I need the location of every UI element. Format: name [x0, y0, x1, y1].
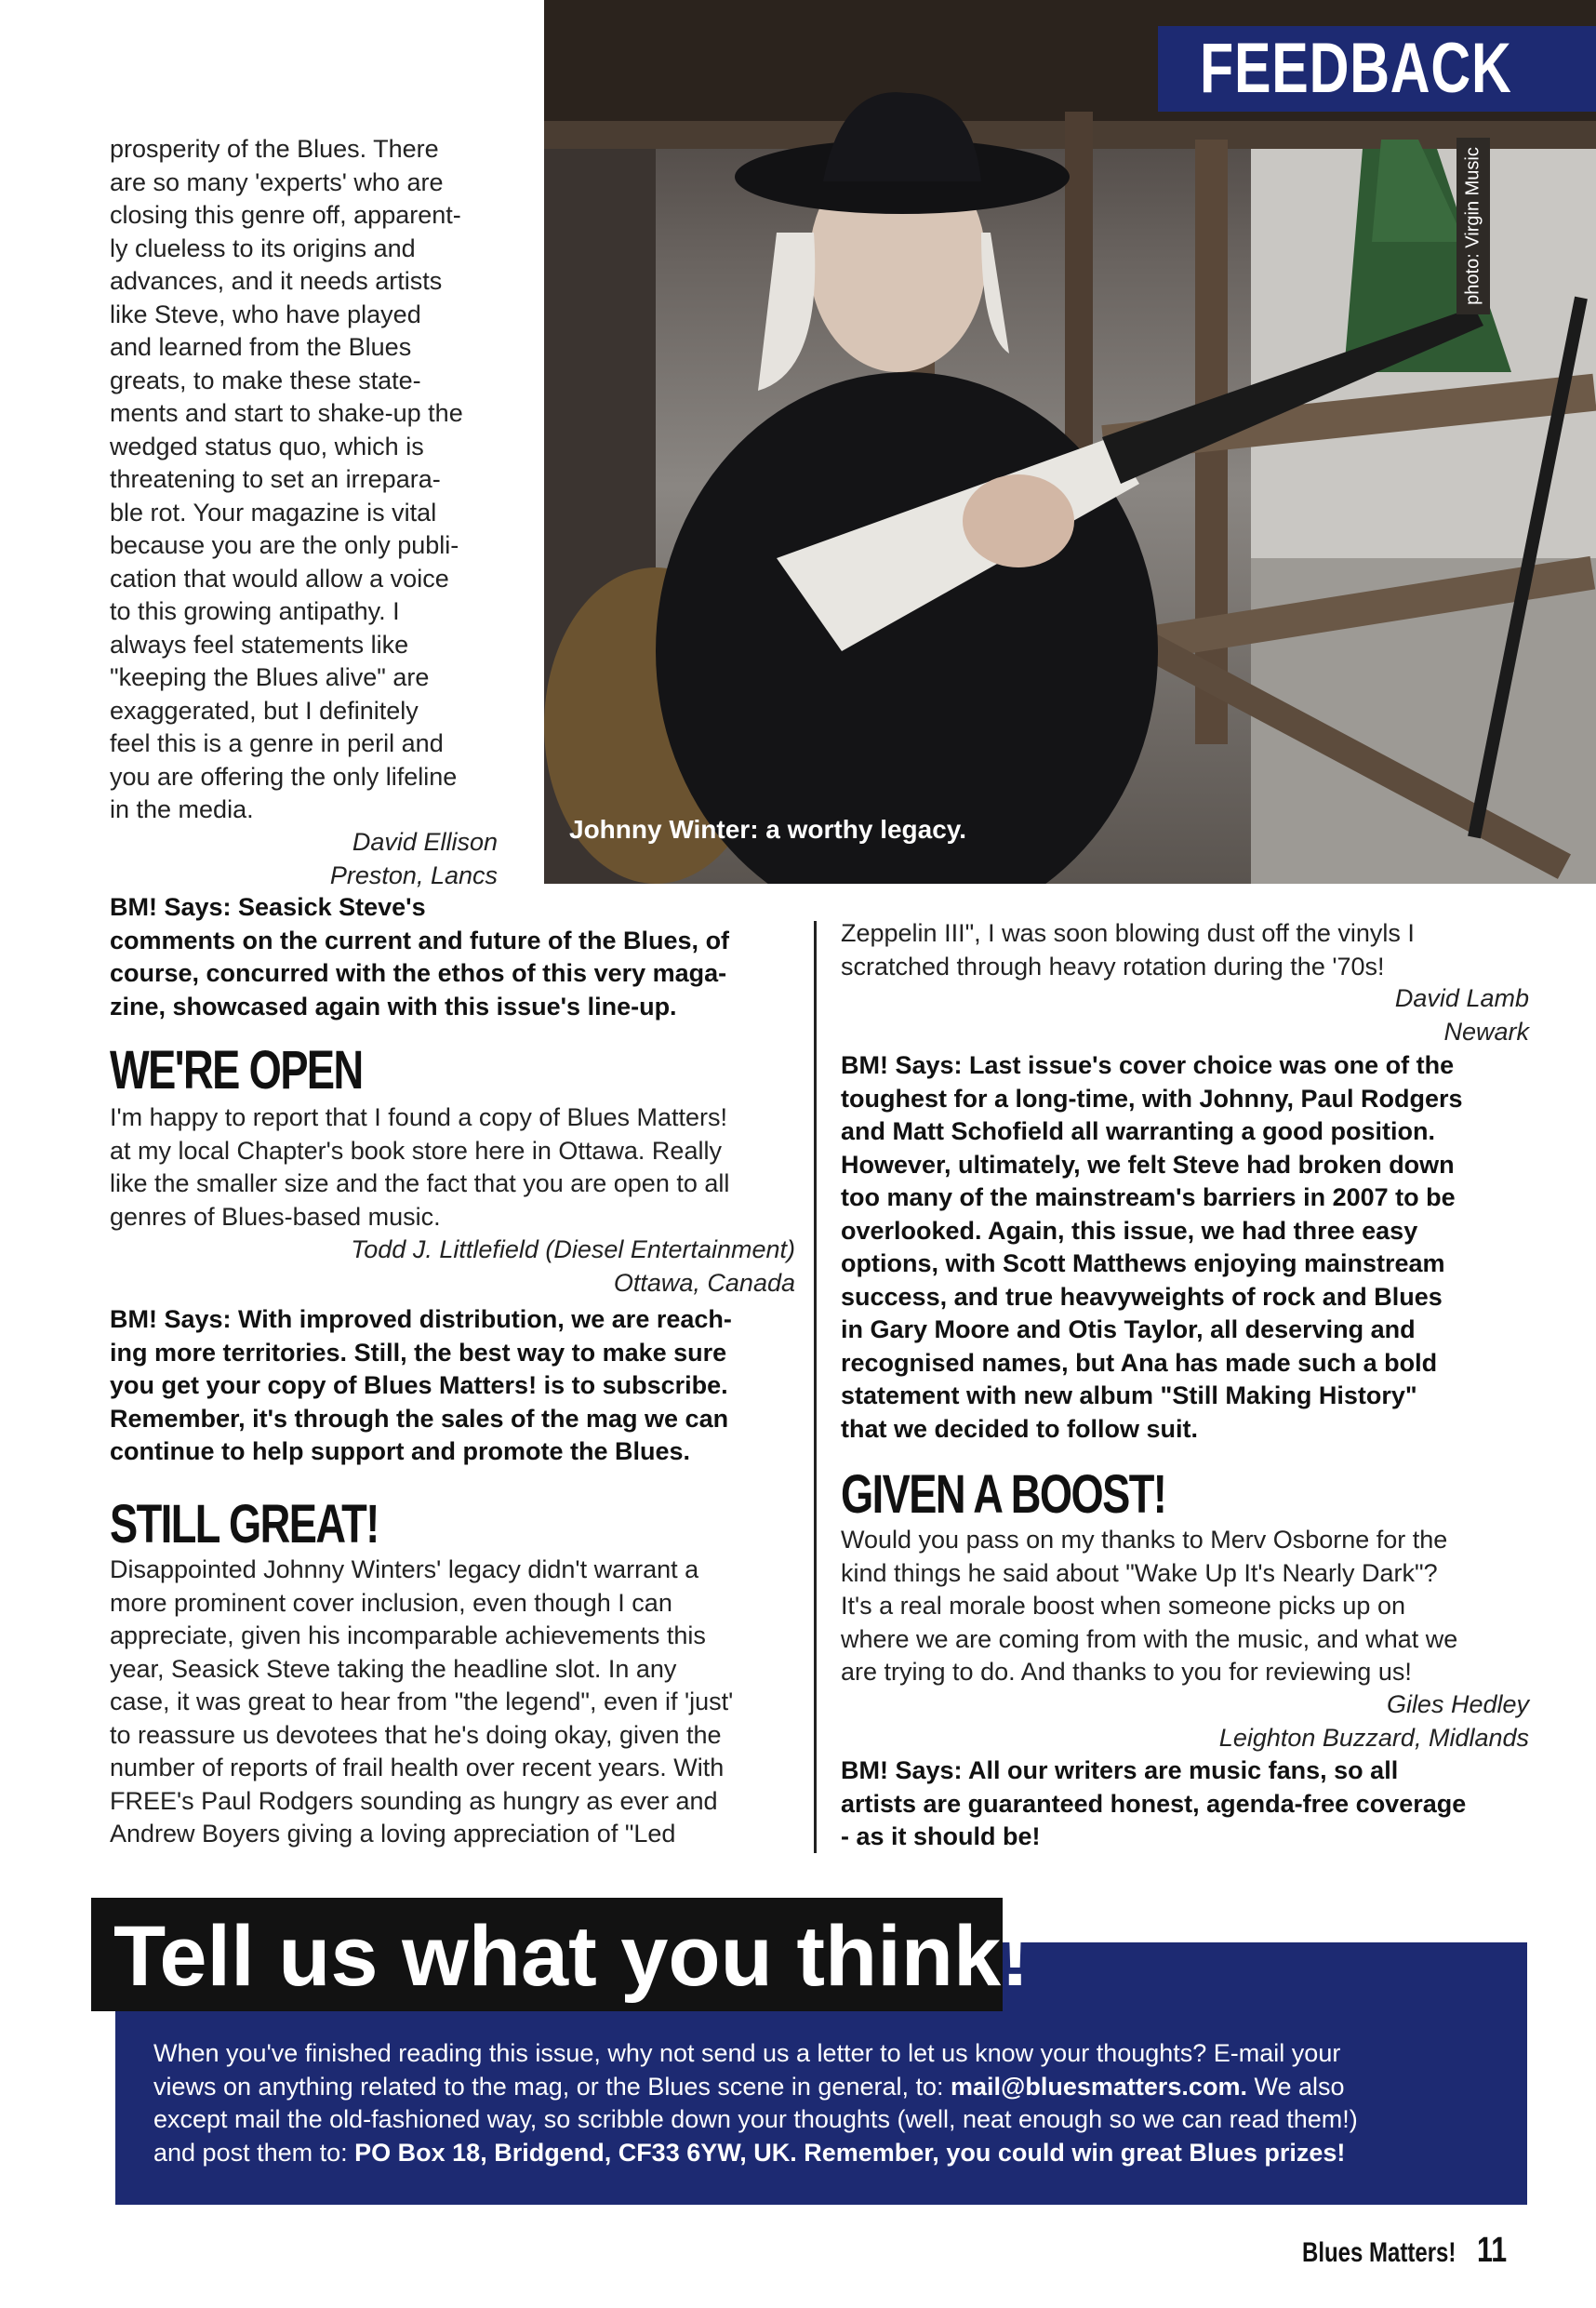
- text-line: I'm happy to report that I found a copy of Blues Matters!: [110, 1103, 728, 1131]
- letter-2-heading: WE'RE OPEN: [110, 1040, 363, 1101]
- text-line: case, it was great to hear from "the legend", even if 'just': [110, 1688, 734, 1715]
- text-line: Would you pass on my thanks to Merv Osborne for the: [841, 1526, 1448, 1554]
- text-line: course, concurred with the ethos of this very maga-: [110, 959, 727, 987]
- signature-place: Leighton Buzzard, Midlands: [1218, 1723, 1529, 1752]
- text-line: scratched through heavy rotation during the '70s!: [841, 952, 1385, 981]
- text-line: artists are guaranteed honest, agenda-free coverage: [841, 1789, 1467, 1818]
- text-line: because you are the only publi-: [110, 531, 459, 559]
- letter-1-signature: [110, 826, 498, 892]
- signature-place: Newark: [1443, 1017, 1529, 1046]
- text-line: continue to help support and promote the Blues.: [110, 1437, 691, 1465]
- text-line: recognised names, but Ana has made such a bold: [841, 1348, 1438, 1377]
- text-line: overlooked. Again, this issue, we had three easy: [841, 1216, 1418, 1245]
- text-line: success, and true heavyweights of rock and Blues: [841, 1282, 1443, 1311]
- cta-email[interactable]: mail@bluesmatters.com.: [951, 2072, 1247, 2101]
- letter-4-body: [841, 1524, 1529, 1689]
- text-line: advances, and it needs artists: [110, 267, 443, 295]
- text-line: BM! Says: With improved distribution, we are reach-: [110, 1305, 732, 1333]
- text-line: kind things he said about "Wake Up It's Nearly Dark"?: [841, 1558, 1438, 1587]
- letter-2-body: [110, 1101, 798, 1234]
- signature-name: Todd J. Littlefield (Diesel Entertainment): [351, 1235, 795, 1263]
- text-line: at my local Chapter's book store here in Ottawa. Really: [110, 1136, 722, 1165]
- text-line: always feel statements like: [110, 630, 409, 659]
- letter-2-bm-says: [110, 1303, 798, 1469]
- signature-name: David Lamb: [1394, 984, 1529, 1012]
- letter-3-bm-says: [841, 1049, 1529, 1446]
- signature-name: Giles Hedley: [1386, 1690, 1529, 1718]
- text-line: like the smaller size and the fact that you are open to all: [110, 1169, 730, 1197]
- text-line: toughest for a long-time, with Johnny, Paul Rodgers: [841, 1084, 1463, 1113]
- text-line: you get your copy of Blues Matters! is to subscribe.: [110, 1371, 728, 1399]
- text-line: However, ultimately, we felt Steve had broken down: [841, 1150, 1455, 1179]
- photo-credit: [1456, 138, 1490, 314]
- column-divider: [814, 921, 817, 1853]
- text-line: options, with Scott Matthews enjoying mainstream: [841, 1249, 1445, 1277]
- cta-postal-address: PO Box 18, Bridgend, CF33 6YW, UK. Remember, you could win great Blues prizes!: [354, 2138, 1346, 2167]
- text-line: you are offering the only lifeline: [110, 762, 458, 791]
- text-line: where we are coming from with the music, and what we: [841, 1624, 1458, 1653]
- text-line: closing this genre off, apparent-: [110, 201, 461, 229]
- letter-3-body: [110, 1554, 798, 1851]
- text-line: Andrew Boyers giving a loving appreciation of "Led: [110, 1820, 676, 1848]
- section-title: FEEDBACK: [1200, 29, 1512, 108]
- cta-line-text: We also: [1246, 2072, 1345, 2101]
- text-line: to reassure us devotees that he's doing okay, given the: [110, 1720, 722, 1749]
- text-line: BM! Says: Last issue's cover choice was one of the: [841, 1051, 1455, 1079]
- letter-3-heading: STILL GREAT!: [110, 1494, 379, 1554]
- footer-magazine-name: Blues Matters!: [1302, 2237, 1456, 2268]
- text-line: Zeppelin III", I was soon blowing dust off the vinyls I: [841, 919, 1415, 947]
- text-line: threatening to set an irrepara-: [110, 465, 441, 493]
- text-line: ble rot. Your magazine is vital: [110, 498, 437, 527]
- text-line: ments and start to shake-up the: [110, 399, 463, 427]
- text-line: Disappointed Johnny Winters' legacy didn't warrant a: [110, 1555, 699, 1583]
- text-line: ly clueless to its origins and: [110, 233, 416, 262]
- text-line: "keeping the Blues alive" are: [110, 663, 430, 691]
- text-line: zine, showcased again with this issue's line-up.: [110, 992, 677, 1021]
- text-line: ing more territories. Still, the best way to make sure: [110, 1338, 727, 1367]
- text-line: Remember, it's through the sales of the mag we can: [110, 1404, 729, 1433]
- text-line: in the media.: [110, 795, 254, 823]
- signature-place: Ottawa, Canada: [613, 1268, 795, 1297]
- letter-3-continued: [841, 917, 1529, 983]
- text-line: FREE's Paul Rodgers sounding as hungry as ever and: [110, 1786, 718, 1815]
- text-line: too many of the mainstream's barriers in 2007 to be: [841, 1183, 1456, 1211]
- letter-2-signature: [110, 1234, 795, 1300]
- cta-line: [153, 2071, 1493, 2104]
- text-line: feel this is a genre in peril and: [110, 729, 444, 757]
- text-line: It's a real morale boost when someone picks up on: [841, 1592, 1405, 1620]
- text-line: year, Seasick Steve taking the headline slot. In any: [110, 1654, 677, 1683]
- text-line: appreciate, given his incomparable achievements this: [110, 1621, 706, 1649]
- text-line: are so many 'experts' who are: [110, 167, 444, 196]
- text-line: exaggerated, but I definitely: [110, 696, 419, 725]
- cta-line: except mail the old-fashioned way, so scribble down your thoughts (well, neat enough so we can read them!): [153, 2105, 1358, 2133]
- cta-title: Tell us what you think!: [113, 1909, 1030, 2004]
- text-line: BM! Says: Seasick Steve's: [110, 893, 426, 921]
- letter-4-heading: GIVEN A BOOST!: [841, 1464, 1166, 1525]
- johnny-winter-photo: [544, 0, 1596, 884]
- text-line: wedged status quo, which is: [110, 432, 424, 460]
- text-line: genres of Blues-based music.: [110, 1202, 441, 1231]
- cta-text: [153, 2037, 1493, 2169]
- photo-credit-text: photo: Virgin Music: [1462, 147, 1483, 305]
- signature-name: David Ellison: [352, 828, 498, 856]
- letter-1-bm-says: [110, 891, 798, 1023]
- text-line: BM! Says: All our writers are music fans, so all: [841, 1756, 1399, 1784]
- cta-line: [153, 2137, 1493, 2170]
- photo-illustration: [544, 0, 1596, 884]
- text-line: number of reports of frail health over recent years. With: [110, 1754, 725, 1781]
- text-line: greats, to make these state-: [110, 366, 421, 394]
- text-line: and Matt Schofield all warranting a good position.: [841, 1117, 1436, 1145]
- text-line: to this growing antipathy. I: [110, 597, 400, 625]
- text-line: comments on the current and future of the Blues, of: [110, 926, 730, 954]
- text-line: that we decided to follow suit.: [841, 1414, 1199, 1443]
- text-line: - as it should be!: [841, 1822, 1041, 1850]
- text-line: in Gary Moore and Otis Taylor, all deserving and: [841, 1315, 1416, 1343]
- photo-caption: Johnny Winter: a worthy legacy.: [569, 815, 967, 844]
- signature-place: Preston, Lancs: [329, 860, 498, 889]
- cta-line: When you've finished reading this issue, why not send us a letter to let us know your thoughts? E-mail your: [153, 2039, 1341, 2067]
- page-number: 11: [1477, 2231, 1508, 2270]
- letter-1-body: [110, 133, 538, 827]
- text-line: cation that would allow a voice: [110, 564, 449, 593]
- text-line: statement with new album "Still Making History": [841, 1381, 1417, 1409]
- text-line: are trying to do. And thanks to you for reviewing us!: [841, 1658, 1412, 1686]
- letter-4-signature: [841, 1688, 1529, 1754]
- text-line: more prominent cover inclusion, even though I can: [110, 1588, 672, 1617]
- text-line: like Steve, who have played: [110, 300, 421, 328]
- text-line: and learned from the Blues: [110, 333, 412, 361]
- cta-line-text: views on anything related to the mag, or the Blues scene in general, to:: [153, 2072, 951, 2101]
- cta-line-text: and post them to:: [153, 2138, 355, 2167]
- text-line: prosperity of the Blues. There: [110, 135, 439, 163]
- letter-4-bm-says: [841, 1754, 1529, 1854]
- letter-3-signature: [841, 982, 1529, 1048]
